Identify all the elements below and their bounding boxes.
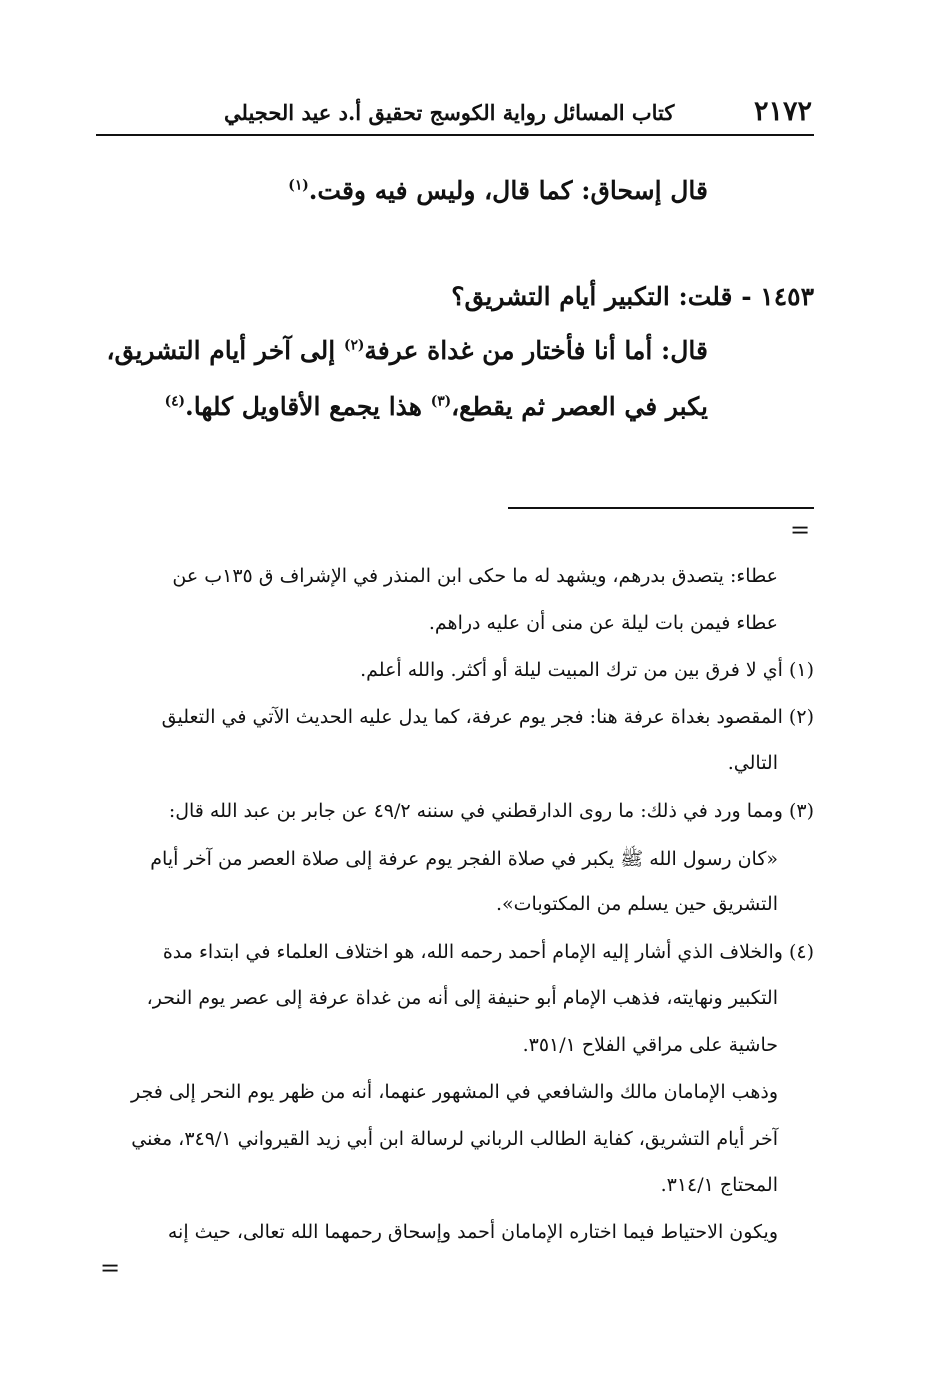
- question-number: ١٤٥٣: [760, 282, 814, 311]
- page-header: [96, 96, 814, 132]
- answer-text-1a: قال: أما أنا فأختار من غداة عرفة: [364, 336, 708, 365]
- footnote-2-line-1: (٢) المقصود بغداة عرفة هنا: فجر يوم عرفة، كما يدل عليه الحديث الآتي في التعليق: [161, 706, 814, 728]
- continuation-mark-top: =: [790, 516, 811, 544]
- footnote-ref-4: (٤): [164, 393, 185, 410]
- header-rule: [96, 134, 814, 136]
- footnote-3-line-3: التشريق حين يسلم من المكتوبات».: [495, 893, 778, 915]
- footnote-4-line-3: حاشية على مراقي الفلاح ٣٥١/١.: [522, 1034, 778, 1056]
- answer-text-2b: هذا يجمع الأقاويل كلها.: [185, 392, 431, 421]
- answer-line-1: [106, 336, 708, 365]
- footnote-ref-1: (١): [288, 177, 309, 194]
- book-title: كتاب المسائل رواية الكوسج تحقيق أ.د عيد الحجيلي: [224, 100, 675, 125]
- footnote-2-line-2: التالي.: [727, 752, 778, 774]
- question-line: [451, 282, 814, 311]
- question-text: قلت: التكبير أيام التشريق؟: [451, 282, 733, 311]
- footnote-4-line-5: آخر أيام التشريق، كفاية الطالب الرباني لرسالة ابن أبي زيد القيرواني ٣٤٩/١، مغني: [131, 1128, 778, 1150]
- footnote-separator: [508, 507, 814, 509]
- text-ishaq: قال إسحاق: كما قال، وليس فيه وقت.: [308, 176, 708, 205]
- footnote-3-line-2: «كان رسول الله ﷺ يكبر في صلاة الفجر يوم عرفة إلى صلاة العصر من آخر أيام: [150, 848, 778, 870]
- footnote-4-line-2: التكبير ونهايته، فذهب الإمام أبو حنيفة إلى أنه من غداة عرفة إلى عصر يوم النحر،: [146, 987, 778, 1009]
- footnote-ref-2: (٢): [343, 337, 365, 354]
- footnote-ref-3: (٣): [430, 393, 452, 410]
- footnote-1-line-1: (١) أي لا فرق بين من ترك المبيت ليلة أو أكثر. والله أعلم.: [360, 659, 814, 681]
- footnote-4-line-1: (٤) والخلاف الذي أشار إليه الإمام أحمد رحمه الله، هو اختلاف العلماء في ابتداء مدة: [162, 941, 814, 963]
- footnote-3-line-1: (٣) ومما ورد في ذلك: ما روى الدارقطني في سننه ٤٩/٢ عن جابر بن عبد الله قال:: [168, 800, 814, 822]
- question-dash: -: [732, 282, 761, 311]
- footnote-cont-line-1: عطاء: يتصدق بدرهم، ويشهد له ما حكى ابن المنذر في الإشراف ق ١٣٥ب عن: [172, 565, 778, 587]
- answer-text-1b: إلى آخر أيام التشريق،: [106, 336, 344, 365]
- continuation-mark-bottom: =: [100, 1254, 121, 1282]
- answer-line-2: [165, 392, 708, 421]
- footnote-cont-line-2: عطاء فيمن بات ليلة عن منى أن عليه دراهم.: [428, 612, 778, 634]
- footnote-4-line-4: وذهب الإمامان مالك والشافعي في المشهور عنهما، أنه من ظهر يوم النحر إلى فجر: [131, 1081, 778, 1103]
- page-number: ٢١٧٢: [753, 96, 812, 127]
- answer-text-2a: يكبر في العصر ثم يقطع،: [451, 392, 708, 421]
- text-line-ishaq: [288, 176, 708, 205]
- footnote-4-line-7: ويكون الاحتياط فيما اختاره الإمامان أحمد وإسحاق رحمهما الله تعالى، حيث إنه: [167, 1221, 778, 1243]
- footnote-4-line-6: المحتاج ٣١٤/١.: [660, 1174, 778, 1196]
